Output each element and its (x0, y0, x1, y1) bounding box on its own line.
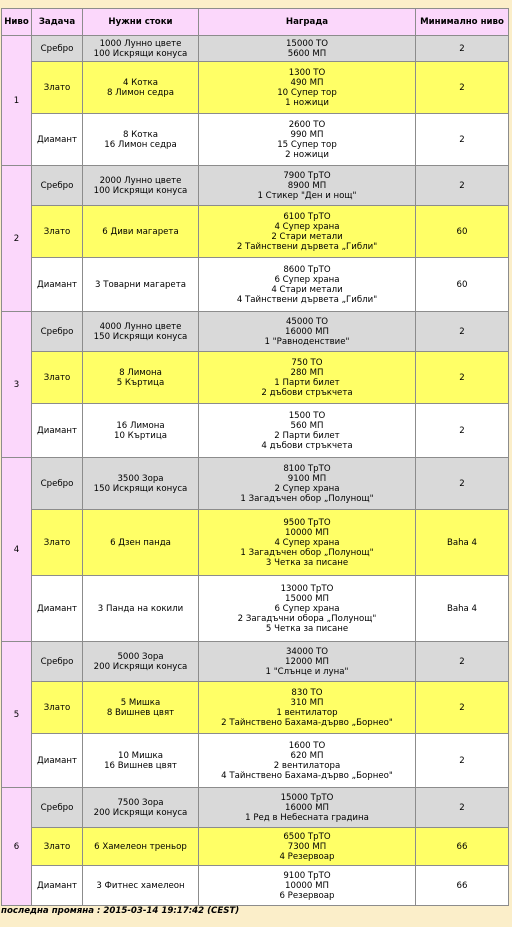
goods-line: 5000 Зора (117, 651, 164, 662)
reward-line: 9100 ТрТО (283, 870, 331, 881)
task-cell: Сребро (32, 312, 83, 352)
table-row (2, 36, 509, 62)
reward-line: 8100 ТрТО (283, 463, 331, 474)
reward-line: 2 Тайнствени дървета „Гибли" (236, 241, 378, 252)
goods-line: 5 Къртица (116, 377, 165, 388)
goods-line: 10 Къртица (113, 430, 167, 441)
table-row (2, 166, 509, 206)
goods-cell (83, 62, 199, 114)
reward-line: 16000 МП (285, 802, 329, 813)
reward-line: 750 ТО (291, 357, 323, 368)
goods-line: 3500 Зора (117, 473, 164, 484)
header-reward: Награда (199, 9, 416, 36)
min-level-cell: Baha 4 (416, 510, 509, 576)
min-level-cell: 2 (416, 458, 509, 510)
reward-line: 2 Загадъчни обора „Полунощ" (237, 613, 377, 624)
reward-cell (199, 828, 416, 866)
goods-line: 7500 Зора (117, 797, 164, 808)
goods-cell (83, 352, 199, 404)
min-level-cell: 2 (416, 682, 509, 734)
min-level-cell: 2 (416, 404, 509, 458)
goods-line: 200 Искрящи конуса (93, 807, 188, 818)
reward-line: 2 Тайнствено Бахама-дърво „Борнео" (221, 717, 393, 728)
min-level-cell: 2 (416, 642, 509, 682)
reward-line: 1 Загадъчен обор „Полунощ" (240, 493, 374, 504)
task-cell: Диамант (32, 576, 83, 642)
goods-line: 2000 Лунно цвете (99, 175, 182, 186)
task-cell: Злато (32, 206, 83, 258)
reward-line: 3 Четка за писане (265, 557, 349, 568)
reward-line: 280 МП (290, 367, 324, 378)
goods-line: 6 Диви магарета (102, 226, 179, 237)
goods-line: 3 Товарни магарета (95, 279, 186, 290)
reward-line: 6100 ТрТО (283, 211, 331, 222)
reward-line: 2 Парти билет (274, 430, 340, 441)
reward-cell (199, 458, 416, 510)
reward-line: 620 МП (290, 750, 324, 761)
goods-line: 200 Искрящи конуса (93, 661, 188, 672)
task-cell: Злато (32, 352, 83, 404)
min-level-cell: 2 (416, 312, 509, 352)
reward-line: 4 Супер храна (274, 221, 340, 232)
reward-line: 4 Стари метали (271, 284, 343, 295)
level-cell: 3 (2, 312, 32, 458)
reward-line: 34000 ТО (285, 646, 329, 657)
goods-line: 4000 Лунно цвете (99, 321, 182, 332)
table-row (2, 312, 509, 352)
reward-line: 1 Ред в Небесната градина (245, 812, 369, 823)
reward-line: 560 МП (290, 420, 324, 431)
level-cell: 5 (2, 642, 32, 788)
table-row (2, 458, 509, 510)
reward-line: 7900 ТрТО (283, 170, 331, 181)
reward-line: 8900 МП (287, 180, 327, 191)
reward-line: 6500 ТрТО (283, 831, 331, 842)
table-row (2, 788, 509, 828)
min-level-cell: 60 (416, 206, 509, 258)
goods-line: 6 Дзен панда (110, 537, 171, 548)
min-level-cell: 2 (416, 734, 509, 788)
task-cell: Сребро (32, 166, 83, 206)
goods-cell (83, 404, 199, 458)
goods-cell (83, 166, 199, 206)
reward-line: 15 Супер тор (277, 139, 337, 150)
goods-line: 8 Вишнев цвят (106, 707, 175, 718)
reward-line: 4 Резервоар (279, 851, 335, 862)
task-cell: Диамант (32, 734, 83, 788)
goods-cell (83, 510, 199, 576)
table-row (2, 734, 509, 788)
table-row (2, 114, 509, 166)
reward-line: 7300 МП (287, 841, 327, 852)
reward-line: 10000 МП (285, 880, 329, 891)
goods-cell (83, 114, 199, 166)
min-level-cell: 2 (416, 352, 509, 404)
reward-line: 2 Супер храна (274, 483, 340, 494)
task-cell: Злато (32, 682, 83, 734)
min-level-cell: 2 (416, 166, 509, 206)
table-row (2, 62, 509, 114)
goods-cell (83, 576, 199, 642)
min-level-cell: 60 (416, 258, 509, 312)
reward-cell (199, 258, 416, 312)
rewards-body (2, 36, 509, 906)
reward-cell (199, 36, 416, 62)
reward-cell (199, 312, 416, 352)
goods-line: 5 Мишка (120, 697, 161, 708)
reward-cell (199, 206, 416, 258)
last-modified: последна промяна : 2015-03-14 19:17:42 (CEST) (1, 906, 240, 916)
goods-cell (83, 866, 199, 906)
reward-line: 1 Стикер "Ден и нощ" (257, 190, 357, 201)
reward-line: 1 "Слънце и луна" (265, 666, 349, 677)
level-cell: 2 (2, 166, 32, 312)
level-cell: 1 (2, 36, 32, 166)
table-row (2, 576, 509, 642)
header-level: Ниво (2, 9, 32, 36)
level-cell: 6 (2, 788, 32, 906)
table-row (2, 682, 509, 734)
goods-line: 100 Искрящи конуса (93, 48, 188, 59)
task-cell: Злато (32, 510, 83, 576)
reward-line: 45000 ТО (285, 316, 329, 327)
min-level-cell: 66 (416, 866, 509, 906)
reward-line: 830 ТО (291, 687, 323, 698)
reward-line: 2600 ТО (288, 119, 326, 130)
min-level-cell: 66 (416, 828, 509, 866)
goods-line: 16 Вишнев цвят (104, 760, 177, 771)
reward-line: 1 ножици (285, 97, 329, 108)
reward-line: 2 вентилатора (273, 760, 341, 771)
reward-line: 4 дъбови стръкчета (261, 440, 353, 451)
min-level-cell: Baha 4 (416, 576, 509, 642)
goods-line: 16 Лимон седра (104, 139, 177, 150)
reward-line: 1500 ТО (288, 410, 326, 421)
task-cell: Диамант (32, 114, 83, 166)
goods-cell (83, 682, 199, 734)
reward-line: 6 Супер храна (274, 274, 340, 285)
reward-line: 15000 ТрТО (280, 792, 334, 803)
goods-cell (83, 458, 199, 510)
task-cell: Сребро (32, 36, 83, 62)
goods-line: 3 Панда на кокили (97, 603, 184, 614)
reward-line: 2 Стари метали (271, 231, 343, 242)
reward-line: 1600 ТО (288, 740, 326, 751)
task-cell: Диамант (32, 404, 83, 458)
header-min-level: Минимално ниво (416, 9, 509, 36)
reward-line: 1 "Равноденствие" (264, 336, 350, 347)
rewards-table (1, 8, 509, 906)
reward-line: 990 МП (290, 129, 324, 140)
reward-line: 2 дъбови стръкчета (261, 387, 353, 398)
reward-line: 1 вентилатор (276, 707, 338, 718)
reward-line: 1300 ТО (288, 67, 326, 78)
min-level-cell: 2 (416, 788, 509, 828)
reward-line: 1 Загадъчен обор „Полунощ" (240, 547, 374, 558)
header-row (2, 9, 509, 36)
task-cell: Сребро (32, 642, 83, 682)
reward-line: 10 Супер тор (277, 87, 337, 98)
goods-line: 4 Котка (122, 77, 159, 88)
reward-cell (199, 404, 416, 458)
table-row (2, 404, 509, 458)
min-level-cell: 2 (416, 36, 509, 62)
goods-line: 8 Котка (122, 129, 159, 140)
reward-cell (199, 682, 416, 734)
reward-cell (199, 734, 416, 788)
min-level-cell: 2 (416, 114, 509, 166)
goods-cell (83, 312, 199, 352)
reward-line: 15000 ТО (285, 38, 329, 49)
goods-line: 150 Искрящи конуса (93, 331, 188, 342)
table-row (2, 352, 509, 404)
reward-cell (199, 866, 416, 906)
task-cell: Злато (32, 828, 83, 866)
reward-line: 9500 ТрТО (283, 517, 331, 528)
min-level-cell: 2 (416, 62, 509, 114)
table-row (2, 510, 509, 576)
reward-line: 1 Парти билет (274, 377, 340, 388)
reward-line: 2 ножици (285, 149, 329, 160)
goods-line: 6 Хамелеон треньор (94, 841, 187, 852)
goods-cell (83, 36, 199, 62)
reward-line: 10000 МП (285, 527, 329, 538)
reward-line: 9100 МП (287, 473, 327, 484)
reward-cell (199, 642, 416, 682)
reward-line: 8600 ТрТО (283, 264, 331, 275)
header-goods: Нужни стоки (83, 9, 199, 36)
task-cell: Диамант (32, 258, 83, 312)
reward-cell (199, 576, 416, 642)
goods-cell (83, 788, 199, 828)
reward-cell (199, 114, 416, 166)
goods-line: 8 Лимон седра (106, 87, 174, 98)
reward-line: 12000 МП (285, 656, 329, 667)
reward-cell (199, 352, 416, 404)
task-cell: Диамант (32, 866, 83, 906)
goods-cell (83, 828, 199, 866)
goods-line: 10 Мишка (118, 750, 163, 761)
goods-line: 3 Фитнес хамелеон (96, 880, 185, 891)
reward-line: 310 МП (290, 697, 324, 708)
goods-cell (83, 642, 199, 682)
goods-line: 100 Искрящи конуса (93, 185, 188, 196)
goods-cell (83, 734, 199, 788)
reward-line: 13000 ТрТО (280, 583, 334, 594)
reward-line: 4 Тайнствени дървета „Гибли" (236, 294, 378, 305)
reward-line: 6 Резервоар (279, 890, 335, 901)
reward-line: 490 МП (290, 77, 324, 88)
goods-line: 16 Лимона (116, 420, 165, 431)
reward-line: 4 Тайнствено Бахама-дърво „Борнео" (221, 770, 393, 781)
goods-line: 150 Искрящи конуса (93, 483, 188, 494)
header-task: Задача (32, 9, 83, 36)
table-row (2, 828, 509, 866)
task-cell: Сребро (32, 458, 83, 510)
table-row (2, 206, 509, 258)
goods-cell (83, 258, 199, 312)
reward-line: 15000 МП (285, 593, 329, 604)
reward-line: 4 Супер храна (274, 537, 340, 548)
goods-line: 8 Лимона (119, 367, 162, 378)
goods-line: 1000 Лунно цвете (99, 38, 182, 49)
reward-line: 6 Супер храна (274, 603, 340, 614)
table-row (2, 642, 509, 682)
reward-cell (199, 510, 416, 576)
reward-cell (199, 166, 416, 206)
goods-cell (83, 206, 199, 258)
table-row (2, 866, 509, 906)
reward-cell (199, 62, 416, 114)
reward-line: 16000 МП (285, 326, 329, 337)
level-cell: 4 (2, 458, 32, 642)
table-row (2, 258, 509, 312)
task-cell: Злато (32, 62, 83, 114)
task-cell: Сребро (32, 788, 83, 828)
reward-line: 5600 МП (287, 48, 327, 59)
reward-line: 5 Четка за писане (265, 623, 349, 634)
reward-cell (199, 788, 416, 828)
